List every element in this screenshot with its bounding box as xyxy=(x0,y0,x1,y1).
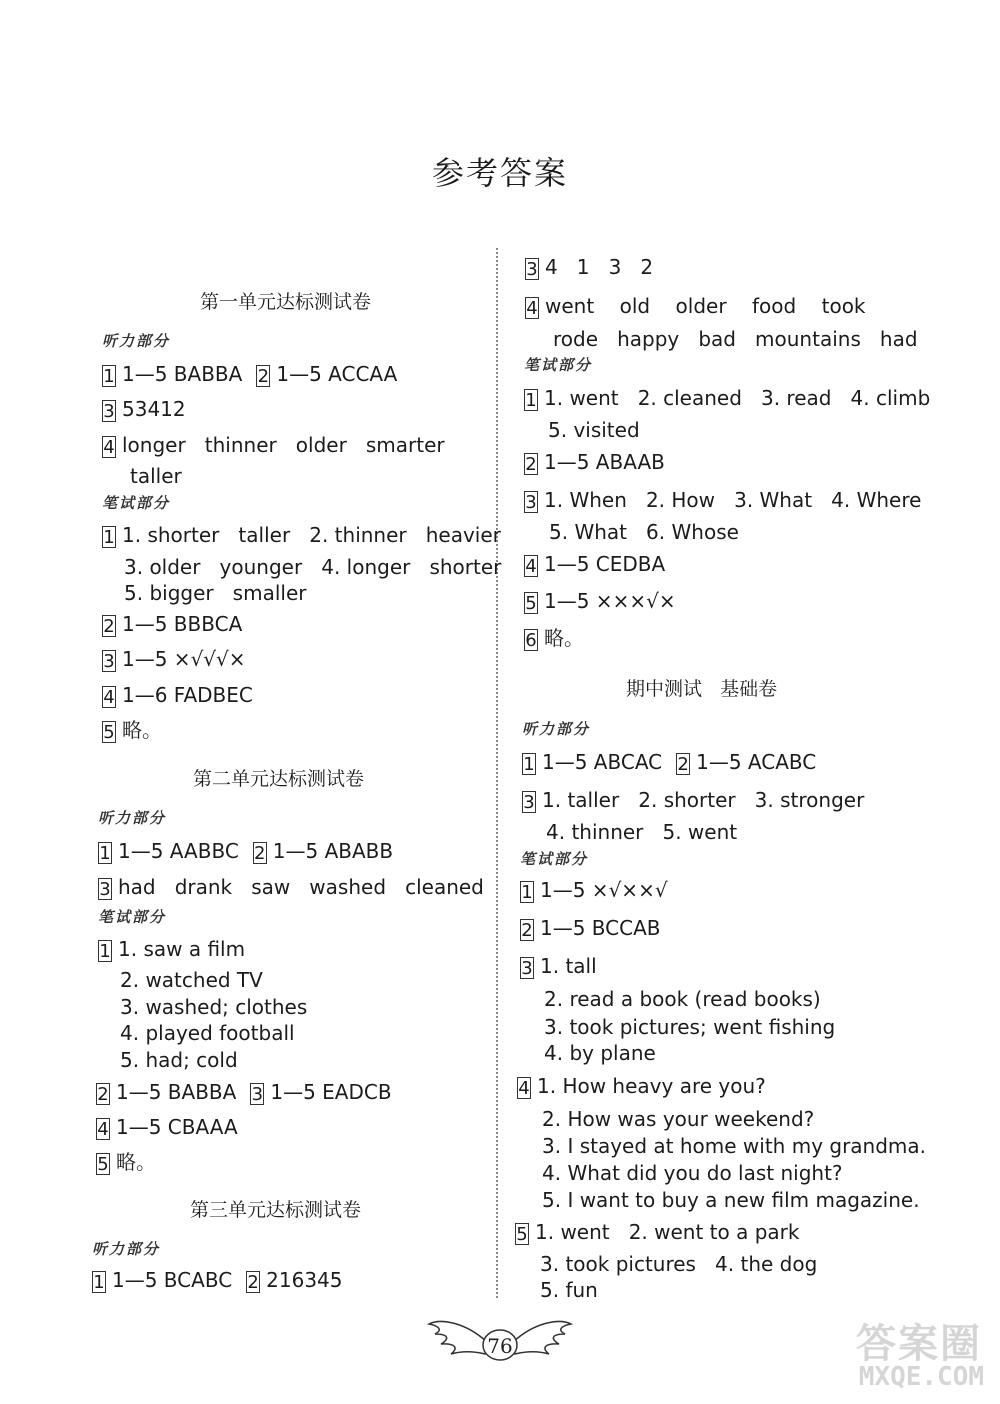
unit2-listening-label: 听力部分 xyxy=(98,809,167,827)
unit2-listening-q3: 3 had drank saw washed cleaned xyxy=(99,875,484,900)
q-number-box: 5 xyxy=(516,1223,528,1245)
q-number-box: 2 xyxy=(247,1271,259,1293)
unit3-writing-q2: 2 1—5 ABAAB xyxy=(525,450,665,475)
midterm-writing-q4-line3: 3. I stayed at home with my grandma. xyxy=(542,1134,927,1158)
q-number-box: 1 xyxy=(93,1271,105,1293)
midterm-writing-label: 笔试部分 xyxy=(520,850,589,868)
unit3-writing-q3-line2: 5. What 6. Whose xyxy=(549,520,739,544)
q-number-box: 5 xyxy=(525,592,537,614)
q-number-box: 2 xyxy=(254,842,266,864)
midterm-heading: 期中测试 基础卷 xyxy=(626,678,778,700)
q-number-box: 2 xyxy=(97,1083,109,1105)
unit1-writing-q1-line2: 3. older younger 4. longer shorter xyxy=(124,555,502,579)
unit3-listening-label: 听力部分 xyxy=(92,1240,161,1258)
unit3-listening-q4: 4 went old older food took xyxy=(526,294,866,319)
midterm-writing-q5: 5 1. went 2. went to a park xyxy=(516,1220,800,1245)
unit3-writing-q3: 3 1. When 2. How 3. What 4. Where xyxy=(525,488,922,513)
q-number-box: 1 xyxy=(99,842,111,864)
unit3-heading: 第三单元达标测试卷 xyxy=(190,1199,362,1221)
page-title: 参考答案 xyxy=(431,154,568,192)
q-number-box: 2 xyxy=(103,615,115,637)
unit1-writing-label: 笔试部分 xyxy=(102,494,171,512)
watermark xyxy=(800,1312,990,1397)
unit1-writing-q1: 1 1. shorter taller 2. thinner heavier xyxy=(103,523,501,548)
q-number-box: 1 xyxy=(523,753,535,775)
q-number-box: 4 xyxy=(518,1077,530,1099)
unit1-listening-q4: 4 longer thinner older smarter xyxy=(103,433,445,458)
q-number-box: 4 xyxy=(103,436,115,458)
midterm-writing-q4-line5: 5. I want to buy a new film magazine. xyxy=(542,1188,920,1212)
unit2-writing-q1-line5: 5. had; cold xyxy=(120,1048,238,1072)
unit3-listening-q1-q2: 1 1—5 BCABC 2 216345 xyxy=(93,1268,343,1293)
midterm-listening-q1-q2: 1 1—5 ABCAC 2 1—5 ACABC xyxy=(523,750,817,775)
q-number-box: 5 xyxy=(103,721,115,743)
unit1-listening-label: 听力部分 xyxy=(102,332,171,350)
watermark-en: MXQE.COM xyxy=(858,1362,984,1392)
column-divider xyxy=(496,248,498,1298)
unit1-writing-q4: 4 1—6 FADBEC xyxy=(103,683,253,708)
unit1-writing-q2: 2 1—5 BBBCA xyxy=(103,612,243,637)
midterm-writing-q3-line3: 3. took pictures; went fishing xyxy=(544,1015,836,1039)
q-number-box: 1 xyxy=(521,881,533,903)
midterm-writing-q1: 1 1—5 ×√××√ xyxy=(521,878,668,903)
unit1-writing-q3: 3 1—5 ×√√√× xyxy=(103,647,246,672)
q-number-box: 3 xyxy=(99,878,111,900)
midterm-listening-q3-line2: 4. thinner 5. went xyxy=(546,820,738,844)
watermark-cn: 答案圈 xyxy=(856,1321,982,1367)
q-number-box: 4 xyxy=(97,1118,109,1140)
page-number-badge xyxy=(425,1312,575,1372)
q-number-box: 5 xyxy=(97,1153,109,1175)
midterm-writing-q3-line4: 4. by plane xyxy=(544,1041,656,1065)
unit2-heading: 第二单元达标测试卷 xyxy=(193,768,365,790)
q-number-box: 6 xyxy=(525,629,537,651)
unit3-writing-q4: 4 1—5 CEDBA xyxy=(525,552,666,577)
page-number: 76 xyxy=(487,1334,513,1358)
q-number-box: 4 xyxy=(525,555,537,577)
q-number-box: 4 xyxy=(526,297,538,319)
unit1-writing-q5: 5 略。 xyxy=(103,718,162,743)
unit3-writing-q6: 6 略。 xyxy=(525,626,584,651)
midterm-listening-label: 听力部分 xyxy=(522,720,591,738)
unit2-writing-q5: 5 略。 xyxy=(97,1150,156,1175)
q-number-box: 4 xyxy=(103,686,115,708)
unit2-listening-q1-q2: 1 1—5 AABBC 2 1—5 ABABB xyxy=(99,839,394,864)
unit3-listening-q3: 3 4 1 3 2 xyxy=(526,255,654,280)
midterm-writing-q2: 2 1—5 BCCAB xyxy=(521,916,661,941)
q-number-box: 1 xyxy=(103,526,115,548)
unit3-writing-q5: 5 1—5 ×××√× xyxy=(525,589,676,614)
q-number-box: 3 xyxy=(523,791,535,813)
q-number-box: 1 xyxy=(103,365,115,387)
unit2-writing-q1-line3: 3. washed; clothes xyxy=(120,995,308,1019)
midterm-writing-q3: 3 1. tall xyxy=(521,954,597,979)
midterm-listening-q3: 3 1. taller 2. shorter 3. stronger xyxy=(523,788,865,813)
q-number-box: 3 xyxy=(103,650,115,672)
unit1-listening-q4-cont: taller xyxy=(130,464,182,488)
unit3-writing-label: 笔试部分 xyxy=(524,356,593,374)
unit2-writing-q4: 4 1—5 CBAAA xyxy=(97,1115,238,1140)
q-number-box: 2 xyxy=(677,753,689,775)
unit3-writing-q1: 1 1. went 2. cleaned 3. read 4. climb xyxy=(525,386,931,411)
unit2-writing-q1-line4: 4. played football xyxy=(120,1021,295,1045)
unit1-listening-q1-q2: 1 1—5 BABBA 2 1—5 ACCAA xyxy=(103,362,398,387)
unit1-writing-q1-line3: 5. bigger smaller xyxy=(124,581,307,605)
q-number-box: 3 xyxy=(525,491,537,513)
unit3-writing-q1-line2: 5. visited xyxy=(548,418,640,442)
midterm-writing-q5-line3: 5. fun xyxy=(540,1278,598,1302)
midterm-writing-q3-line2: 2. read a book (read books) xyxy=(544,987,821,1011)
q-number-box: 2 xyxy=(257,365,270,387)
q-number-box: 3 xyxy=(103,400,115,422)
q-number-box: 2 xyxy=(521,919,533,941)
midterm-writing-q5-line2: 3. took pictures 4. the dog xyxy=(540,1252,818,1276)
midterm-writing-q4: 4 1. How heavy are you? xyxy=(518,1074,766,1099)
q-number-box: 3 xyxy=(526,258,538,280)
unit1-heading: 第一单元达标测试卷 xyxy=(200,291,372,313)
q-number-box: 1 xyxy=(525,389,537,411)
midterm-writing-q4-line4: 4. What did you do last night? xyxy=(542,1161,843,1185)
unit3-listening-q4-cont: rode happy bad mountains had xyxy=(553,327,918,351)
unit2-writing-q1: 1 1. saw a film xyxy=(99,937,246,962)
unit2-writing-q2-q3: 2 1—5 BABBA 3 1—5 EADCB xyxy=(97,1080,392,1105)
unit2-writing-q1-line2: 2. watched TV xyxy=(120,968,263,992)
q-number-box: 1 xyxy=(99,940,111,962)
unit2-writing-label: 笔试部分 xyxy=(98,908,167,926)
midterm-writing-q4-line2: 2. How was your weekend? xyxy=(542,1107,815,1131)
q-number-box: 3 xyxy=(521,957,533,979)
q-number-box: 2 xyxy=(525,453,537,475)
q-number-box: 3 xyxy=(251,1083,264,1105)
unit1-listening-q3: 3 53412 xyxy=(103,397,186,422)
